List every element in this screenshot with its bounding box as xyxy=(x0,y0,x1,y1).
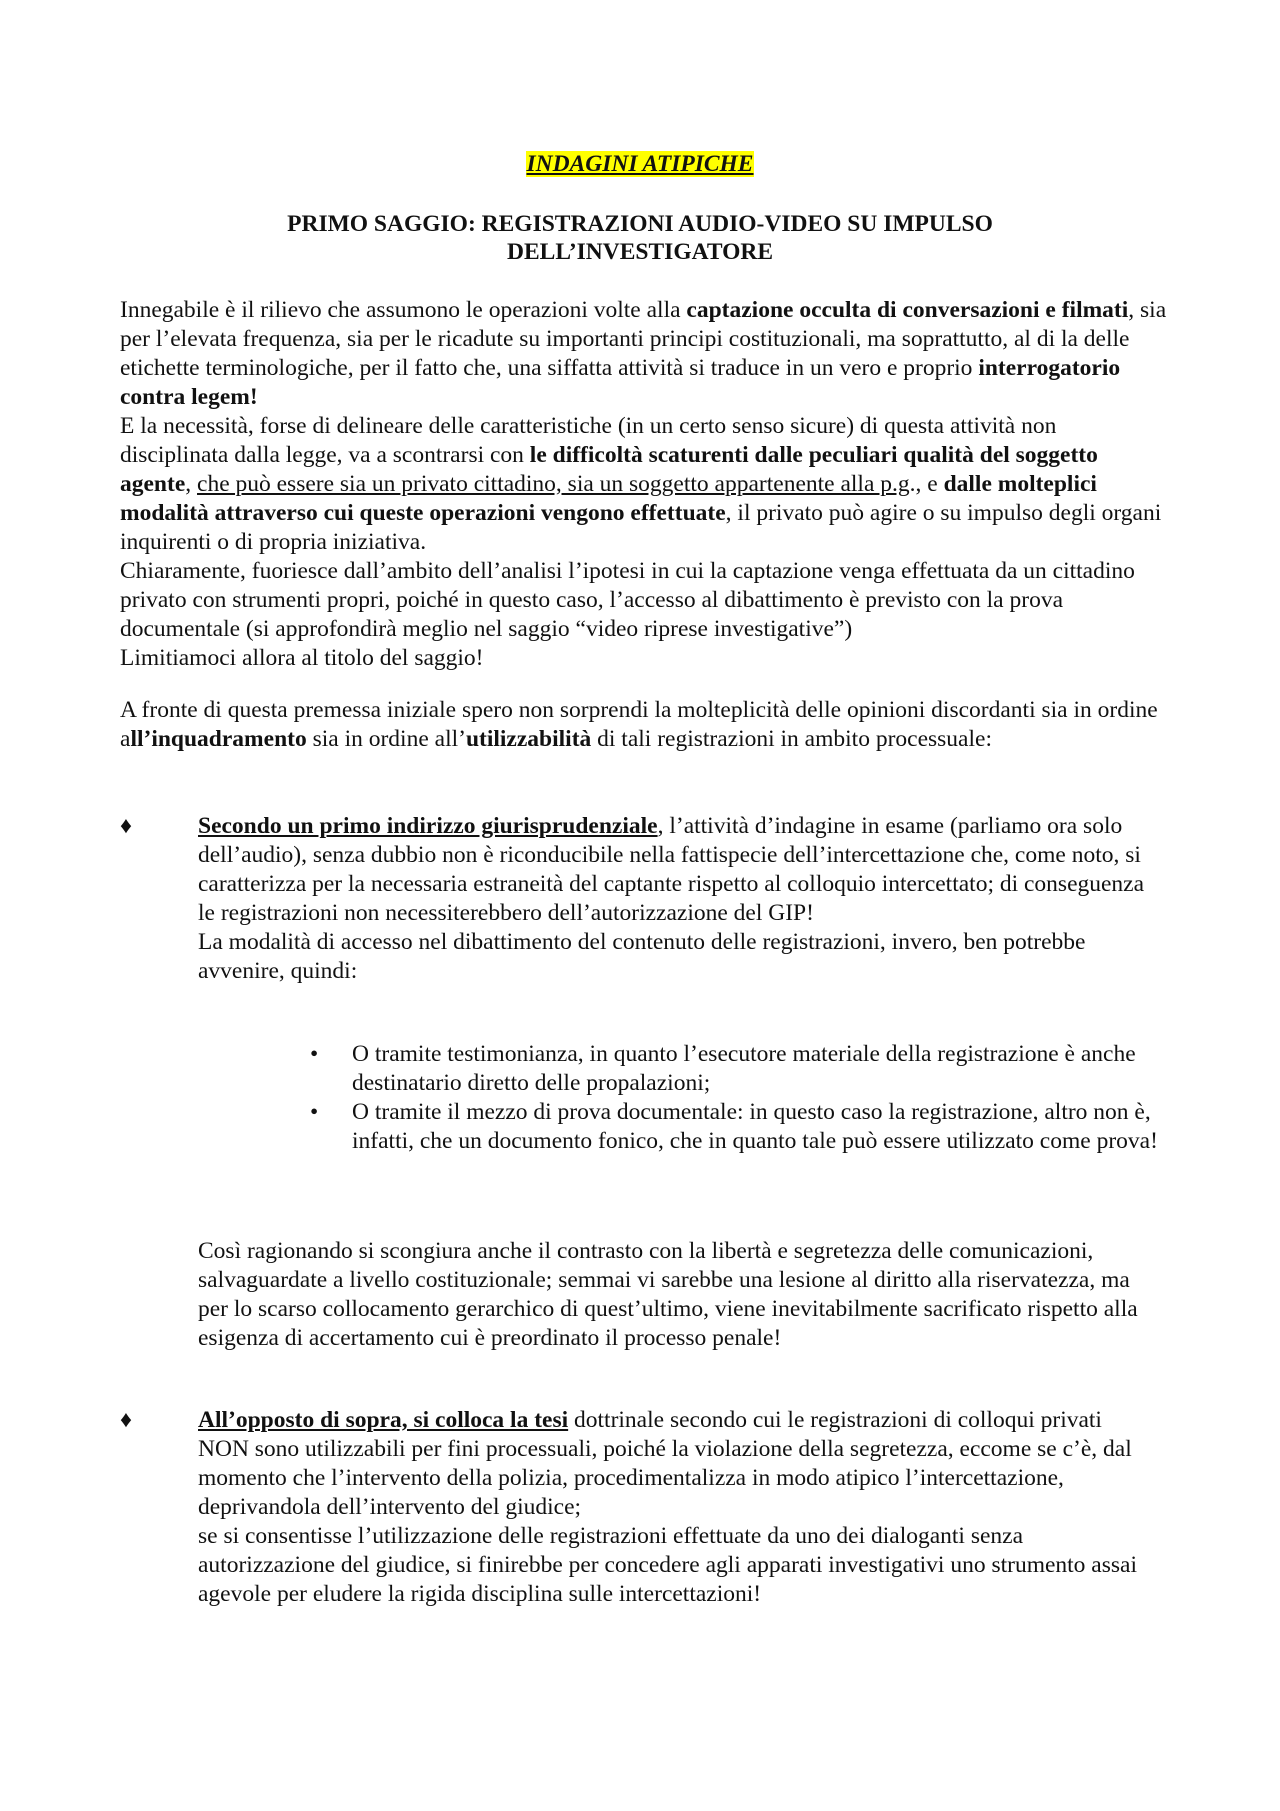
premise-bold-inquadramento: ll’inquadramento xyxy=(130,726,307,752)
bullet-text xyxy=(198,812,1150,986)
intro-text-block-4: Limitiamoci allora al titolo del saggio! xyxy=(120,645,484,671)
bullet-lead: Secondo un primo indirizzo giurisprudenziale xyxy=(198,813,658,839)
intro-paragraph xyxy=(120,296,1170,673)
bullet-paragraph xyxy=(198,812,1150,928)
premise-text-2: sia in ordine all’ xyxy=(306,726,466,752)
intro-text-block xyxy=(120,296,1170,412)
dot-bullet-icon: • xyxy=(310,1099,319,1125)
premise-bold-utilizzabilita: utilizzabilità xyxy=(465,726,592,752)
intro-text: Innegabile è il rilievo che assumono le operazioni volte alla xyxy=(120,297,687,323)
list-item xyxy=(310,1098,1170,1156)
bullet-body: , l’attività d’indagine in esame (parliamo ora solo dell’audio), senza dubbio non è riconducibile nella fattispecie dell’intercettazione che, come noto, si caratterizza per la necessaria estraneità del captante rispetto al colloquio intercettato; di conseguenza le registrazioni non necessiterebbero dell’autorizzazione del GIP! xyxy=(198,813,1145,926)
list-item xyxy=(120,812,1150,986)
intro-bold-captazione: captazione occulta di conversazioni e filmati xyxy=(686,297,1129,323)
premise-paragraph xyxy=(120,696,1170,754)
premise-text-block xyxy=(120,696,1170,754)
list-item xyxy=(310,1040,1170,1098)
intro-bold-modalita: dalle molteplici modalità attraverso cui queste operazioni vengono effettuate xyxy=(120,471,1097,526)
premise-text-3: di tali registrazioni in ambito processuale: xyxy=(591,726,992,752)
bullet-text xyxy=(198,1406,1150,1609)
bullet-body-2: se si consentisse l’utilizzazione delle registrazioni effettuate da uno dei dialoganti senza autorizzazione del giudice, si finirebbe per concedere agli apparati investigativi uno strumento assai agevole per eludere la rigida disciplina sulle intercettazioni! xyxy=(198,1523,1137,1607)
intro-text-block-2 xyxy=(120,412,1170,557)
bullet-body-2: La modalità di accesso nel dibattimento del contenuto delle registrazioni, invero, ben potrebbe avvenire, quindi: xyxy=(198,929,1086,984)
intro-bold-interrogatorio: interrogatorio contra legem! xyxy=(120,355,1121,410)
intro-text-4: , xyxy=(185,471,198,497)
document-title-text: INDAGINI ATIPICHE xyxy=(526,151,754,177)
premise-text: A fronte di questa premessa iniziale spero non sorprendi la molteplicità delle opinioni discordanti sia in ordine a xyxy=(120,697,1158,752)
document-title xyxy=(0,150,1280,179)
sub-item-text: O tramite il mezzo di prova documentale: in questo caso la registrazione, altro non è, infatti, che un documento fonico, che in quanto tale può essere utilizzato come prova! xyxy=(352,1099,1158,1154)
bullet-body: dottrinale secondo cui le registrazioni di colloqui privati NON sono utilizzabili per fini processuali, poiché la violazione della segretezza, eccome se c’è, dal momento che l’intervento della polizia, procedimentalizza in modo atipico l’intercettazione, deprivandola dell’intervento del giudice; xyxy=(198,1407,1132,1520)
document-subtitle: PRIMO SAGGIO: REGISTRAZIONI AUDIO-VIDEO SU IMPULSO DELL’INVESTIGATORE xyxy=(287,211,993,265)
dot-bullet-icon: • xyxy=(310,1041,319,1067)
intro-underlined-soggetto: che può essere sia un privato cittadino, sia un soggetto appartenente alla p.g xyxy=(197,471,910,497)
intro-bold-difficolta: le difficoltà scaturenti dalle peculiari qualità del soggetto agente xyxy=(120,442,1098,497)
sub-item-text: O tramite testimonianza, in quanto l’esecutore materiale della registrazione è anche destinatario diretto delle propalazioni; xyxy=(352,1041,1136,1096)
intro-text-3: E la necessità, forse di delineare delle caratteristiche (in un certo senso sicure) di questa attività non disciplinata dalla legge, va a scontrarsi con xyxy=(120,413,1057,468)
closing-paragraph: Così ragionando si scongiura anche il contrasto con la libertà e segretezza delle comunicazioni, salvaguardate a livello costituzionale; semmai vi sarebbe una lesione al diritto alla riservatezza, ma per lo scarso collocamento gerarchico di quest’ultimo, viene inevitabilmente sacrificato rispetto alla esigenza di accertamento cui è preordinato il processo penale! xyxy=(198,1238,1138,1351)
bullet-paragraph xyxy=(198,1406,1150,1522)
intro-text-6: , il privato può agire o su impulso degli organi inquirenti o di propria iniziativa. xyxy=(120,500,1162,555)
diamond-bullet-icon: ♦ xyxy=(120,1407,132,1433)
intro-text-5: ., e xyxy=(909,471,944,497)
sub-list xyxy=(310,1040,1170,1156)
diamond-bullet-icon: ♦ xyxy=(120,813,132,839)
intro-text-2: , sia per l’elevata frequenza, sia per le ricadute su importanti principi costituzionali, ma soprattutto, al di la delle etichette terminologiche, per il fatto che, una siffatta attività si traduce in un vero e proprio xyxy=(120,297,1167,381)
bullet-lead: All’opposto di sopra, si colloca la tesi xyxy=(198,1407,569,1433)
intro-text-block-3: Chiaramente, fuoriesce dall’ambito dell’analisi l’ipotesi in cui la captazione venga effettuata da un cittadino privato con strumenti propri, poiché in questo caso, l’accesso al dibattimento è previsto con la prova documentale (si approfondirà meglio nel saggio “video riprese investigative”) xyxy=(120,558,1135,642)
list-item xyxy=(120,1406,1150,1609)
